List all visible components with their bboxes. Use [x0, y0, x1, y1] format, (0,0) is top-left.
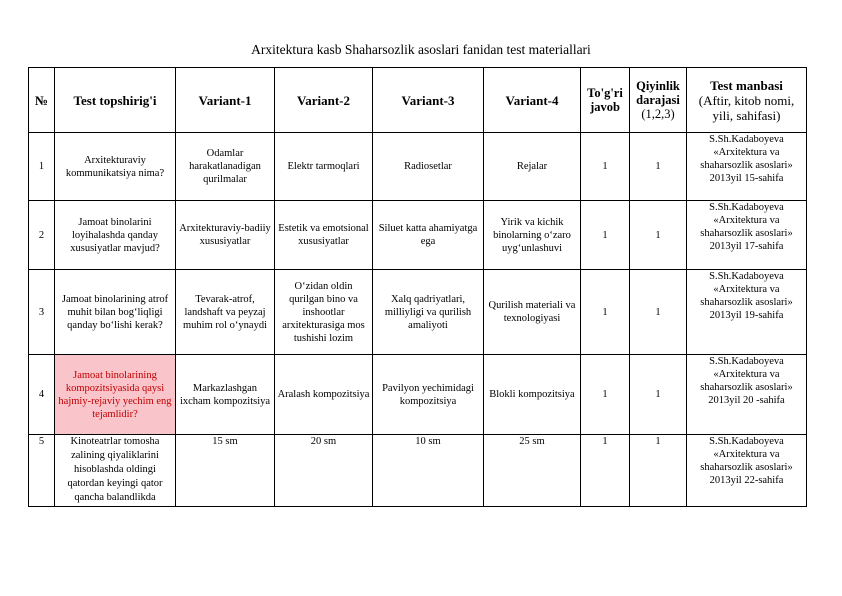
variant-3-cell: Xalq qadriyatlari, milliyligi va qurilish amaliyoti	[373, 270, 484, 355]
variant-4-cell: Blokli kompozitsiya	[484, 355, 581, 435]
variant-1-cell: Markazlashgan ixcham kompozitsiya	[176, 355, 275, 435]
source-cell: S.Sh.Kadaboyeva «Arxitektura va shaharsozlik asoslari» 2013yil 17-sahifa	[687, 201, 807, 270]
header-variant-3: Variant-3	[373, 68, 484, 133]
row-number: 4	[29, 355, 55, 435]
difficulty-cell: 1	[630, 270, 687, 355]
header-difficulty	[630, 68, 687, 133]
row-number: 1	[29, 133, 55, 201]
difficulty-cell: 1	[630, 435, 687, 507]
header-difficulty-label: Qiyinlik darajasi	[636, 79, 680, 107]
correct-answer-cell: 1	[581, 355, 630, 435]
header-question: Test topshirig'i	[55, 68, 176, 133]
source-cell: S.Sh.Kadaboyeva «Arxitektura va shaharsozlik asoslari» 2013yil 15-sahifa	[687, 133, 807, 201]
difficulty-cell: 1	[630, 133, 687, 201]
question-cell: Jamoat binolarini loyihalashda qanday xususiyatlar mavjud?	[55, 201, 176, 270]
correct-answer-cell: 1	[581, 201, 630, 270]
variant-1-cell: Arxitekturaviy-badiiy xususiyatlar	[176, 201, 275, 270]
variant-1-cell: Tevarak-atrof, landshaft va peyzaj muhim rol o‘ynaydi	[176, 270, 275, 355]
variant-4-cell: Rejalar	[484, 133, 581, 201]
table-row	[29, 435, 807, 507]
row-number: 2	[29, 201, 55, 270]
variant-2-cell: Aralash kompozitsiya	[275, 355, 373, 435]
table-header-row	[29, 68, 807, 133]
question-cell: Kinoteatrlar tomosha zalining qiyaliklarini hisoblashda oldingi qatordan keyingi qator qancha balandlikda	[55, 435, 176, 507]
source-cell: S.Sh.Kadaboyeva «Arxitektura va shaharsozlik asoslari» 2013yil 19-sahifa	[687, 270, 807, 355]
header-difficulty-note: (1,2,3)	[641, 107, 675, 121]
header-source	[687, 68, 807, 133]
table-row	[29, 201, 807, 270]
difficulty-cell: 1	[630, 355, 687, 435]
variant-4-cell: Yirik va kichik binolarning o‘zaro uyg‘unlashuvi	[484, 201, 581, 270]
variant-2-cell: Elektr tarmoqlari	[275, 133, 373, 201]
variant-3-cell: Siluet katta ahamiyatga ega	[373, 201, 484, 270]
variant-3-cell: Pavilyon yechimidagi kompozitsiya	[373, 355, 484, 435]
correct-answer-cell: 1	[581, 270, 630, 355]
table-row	[29, 133, 807, 201]
header-source-note: (Aftir, kitob nomi, yili, sahifasi)	[698, 92, 795, 123]
header-variant-4: Variant-4	[484, 68, 581, 133]
question-cell-highlighted: Jamoat binolarining kompozitsiyasida qaysi hajmiy-rejaviy yechim eng tejamlidir?	[55, 355, 176, 435]
variant-3-cell: Radiosetlar	[373, 133, 484, 201]
variant-1-cell: 15 sm	[176, 435, 275, 507]
header-correct-answer: To'g'ri javob	[581, 68, 630, 133]
variant-1-cell: Odamlar harakatlanadigan qurilmalar	[176, 133, 275, 201]
row-number: 5	[29, 435, 55, 507]
header-variant-2: Variant-2	[275, 68, 373, 133]
source-cell: S.Sh.Kadaboyeva «Arxitektura va shaharsozlik asoslari» 2013yil 20 -sahifa	[687, 355, 807, 435]
correct-answer-cell: 1	[581, 133, 630, 201]
variant-2-cell: O‘zidan oldin qurilgan bino va inshootlar arxitekturasiga mos tushishi lozim	[275, 270, 373, 355]
question-cell: Arxitekturaviy kommunikatsiya nima?	[55, 133, 176, 201]
test-table	[28, 67, 807, 507]
variant-2-cell: 20 sm	[275, 435, 373, 507]
variant-4-cell: Qurilish materiali va texnologiyasi	[484, 270, 581, 355]
document-title: Arxitektura kasb Shaharsozlik asoslari fanidan test materiallari	[251, 42, 591, 57]
variant-3-cell: 10 sm	[373, 435, 484, 507]
correct-answer-cell: 1	[581, 435, 630, 507]
row-number: 3	[29, 270, 55, 355]
difficulty-cell: 1	[630, 201, 687, 270]
variant-4-cell: 25 sm	[484, 435, 581, 507]
table-row	[29, 270, 807, 355]
question-cell: Jamoat binolarining atrof muhit bilan bog‘liqligi qanday bo‘lishi kerak?	[55, 270, 176, 355]
source-cell: S.Sh.Kadaboyeva «Arxitektura va shaharsozlik asoslari» 2013yil 22-sahifa	[687, 435, 807, 507]
header-variant-1: Variant-1	[176, 68, 275, 133]
header-source-label: Test manbasi	[710, 77, 783, 93]
header-number: №	[29, 68, 55, 133]
table-row	[29, 355, 807, 435]
variant-2-cell: Estetik va emotsional xususiyatlar	[275, 201, 373, 270]
